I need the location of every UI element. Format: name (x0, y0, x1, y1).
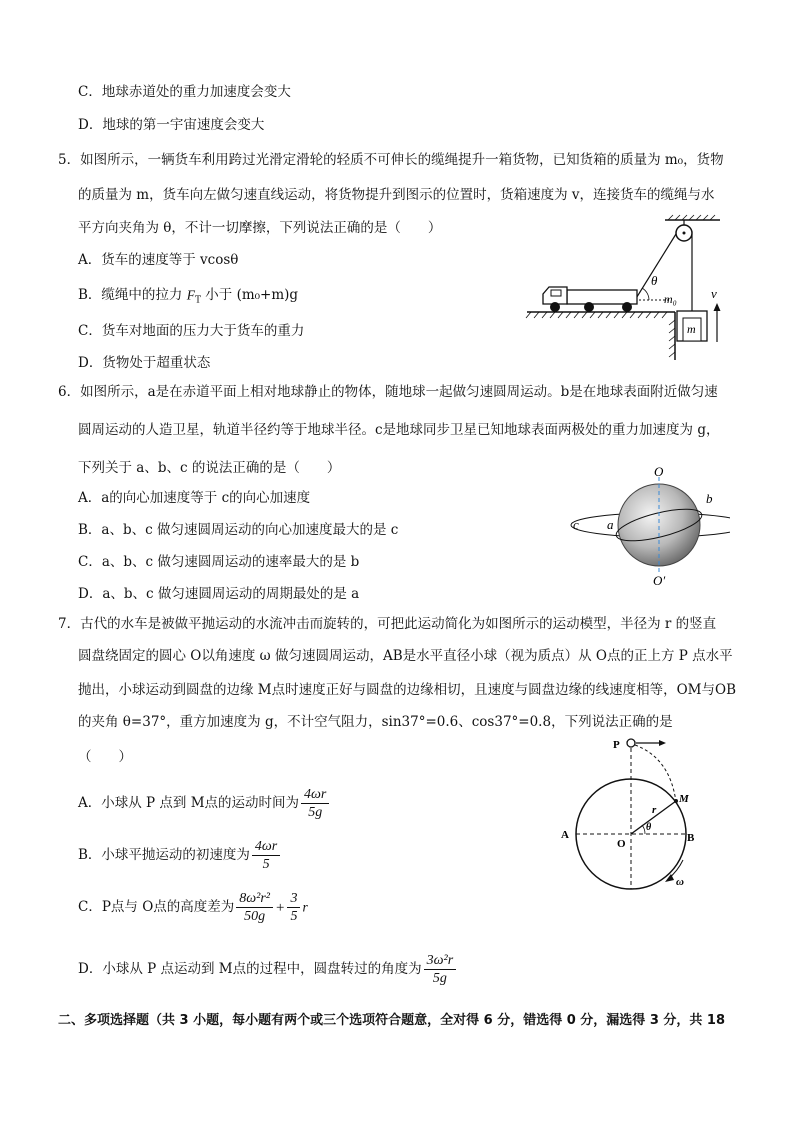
q5-stem-line2: 的质量为 m，货车向左做匀速直线运动，将货物提升到图示的位置时，货箱速度为 v，连接货车的缆绳与水 (78, 187, 715, 203)
q5-option-a: A．货车的速度等于 vcosθ (78, 252, 239, 268)
q6-option-a: A．a的向心加速度等于 c的向心加速度 (78, 490, 311, 506)
label-B: B (687, 832, 695, 844)
q7-option-a: A．小球从 P 点到 M点的运动时间为 $\frac{4\omega r}{5g}$ (78, 784, 331, 822)
q6-option-b: B．a、b、c 做匀速圆周运动的向心加速度最大的是 c (78, 522, 399, 538)
truck-pulley-figure (525, 214, 740, 362)
q5-option-d: D．货物处于超重状态 (78, 355, 211, 371)
velocity-label: v (711, 286, 717, 301)
label-c: c (573, 517, 579, 532)
q6-stem-line3: 下列关于 a、b、c 的说法正确的是（ ） (78, 460, 341, 476)
q7-option-d: D．小球从 P 点运动到 M点的过程中，圆盘转过的角度为 $\frac{\text{3ω²r}}{5g}$ (78, 950, 458, 988)
label-A: A (561, 829, 569, 841)
section-2-heading: 二、多项选择题（共 3 小题，每小题有两个或三个选项符合题意，全对得 6 分，错选得 0 分，漏选得 3 分，共 18 (58, 1013, 726, 1028)
trajectory (635, 745, 676, 802)
q6-stem-line2: 圆周运动的人造卫星，轨道半径约等于地球半径。c是地球同步卫星已知地球表面两极处的重力加速度为 g， (78, 422, 720, 438)
q5-stem-line3: 平方向夹角为 θ，不计一切摩擦，下列说法正确的是（ ） (78, 220, 442, 236)
disc-projectile-figure (555, 733, 715, 895)
box-mass-label: m₀ (664, 292, 677, 306)
point-P (627, 739, 635, 747)
q7-stem-line4: 的夹角 θ=37°，重方加速度为 g，不计空气阻力，sin37°=0.6、cos37°=0.8，下列说法正确的是 (78, 714, 673, 730)
label-M: M (679, 793, 689, 805)
q7-stem-line5: （ ） (78, 749, 132, 765)
truck (543, 287, 637, 312)
q4-option-d: D．地球的第一宇宙速度会变大 (78, 117, 265, 133)
q6-option-d: D．a、b、c 做匀速圆周运动的周期最处的是 a (78, 586, 360, 602)
cargo-mass-label: m (687, 322, 696, 336)
label-a: a (607, 517, 614, 532)
q7-stem-line2: 圆盘绕固定的圆心 O以角速度 ω 做匀速圆周运动，AB是水平直径小球（视为质点）从 O点的正上方 P 点水平 (78, 648, 733, 664)
q5-option-b: B．缆绳中的拉力 $F_T$ 小于 (m₀+m)g (78, 287, 299, 306)
label-theta: θ (646, 822, 652, 833)
earth-orbits-figure (568, 463, 730, 587)
q5-option-c: C．货车对地面的压力大于货车的重力 (78, 323, 305, 339)
q7-stem-line3: 抛出，小球运动到圆盘的边缘 M点时速度正好与圆盘的边缘相切，且速度与圆盘边缘的线速度相等，OM与OB (78, 682, 736, 698)
label-O: O (654, 464, 664, 479)
label-O-prime: O′ (653, 573, 666, 587)
q7-option-c: C．P点与 O点的高度差为 $\frac{\text{8ω²r²}}{50g}$ + $\frac{3}{5}$ r (78, 891, 308, 924)
q4-option-c: C．地球赤道处的重力加速度会变大 (78, 84, 291, 100)
q7-stem-line1: 7．古代的水车是被做平抛运动的水流冲击而旋转的，可把此运动简化为如图所示的运动模型，半径为 r 的竖直 (58, 616, 717, 632)
label-omega: ω (676, 876, 684, 888)
angle-theta-label: θ (651, 273, 658, 288)
cargo-box (677, 311, 707, 341)
label-r: r (652, 804, 657, 816)
q6-stem-line1: 6．如图所示，a是在赤道平面上相对地球静止的物体，随地球一起做匀速圆周运动。b是在地球表面附近做匀速 (58, 384, 718, 400)
q5-stem-line1: 5．如图所示，一辆货车利用跨过光滑定滑轮的轻质不可伸长的缆绳提升一箱货物，已知货箱的质量为 m₀，货物 (58, 152, 724, 168)
rope-to-truck (635, 234, 676, 300)
earth (618, 484, 700, 566)
label-b: b (706, 491, 713, 506)
label-O: O (617, 838, 626, 850)
q7-option-b: B．小球平抛运动的初速度为 $\frac{4\omega r}{5}$ (78, 836, 282, 874)
q6-option-c: C．a、b、c 做匀速圆周运动的速率最大的是 b (78, 554, 360, 570)
label-P: P (613, 739, 620, 751)
